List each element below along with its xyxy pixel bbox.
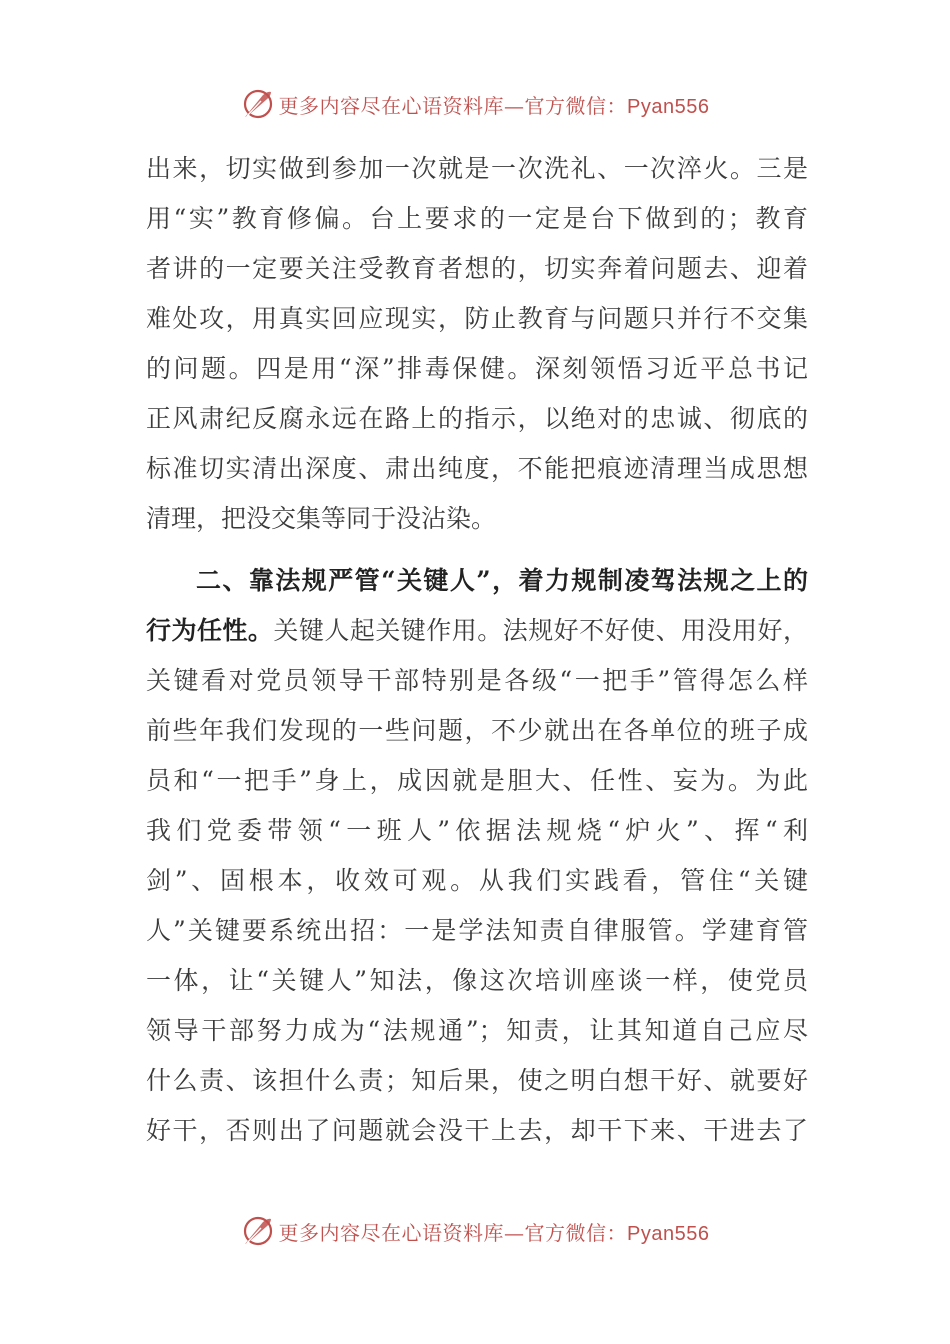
footer-banner <box>0 1211 950 1251</box>
text-line: 好干，否则出了问题就会没干上去，却干下来、干进去了 <box>146 1116 808 1145</box>
banner-text: 更多内容尽在心语资料库—官方微信：Pyan556 <box>278 93 710 118</box>
text-line: 剑”、固根本，收效可观。从我们实践看，管住“关键 <box>146 866 808 895</box>
wechat-id: Pyan556 <box>627 1222 710 1245</box>
text-line: 关键看对党员领导干部特别是各级“一把手”管得怎么样 <box>146 666 808 695</box>
text-line: 人”关键要系统出招：一是学法知责自律服管。学建育管 <box>146 916 808 945</box>
text-span: 关键人起关键作用。法规好不好使、用没用好， <box>273 616 808 645</box>
text-line: 标准切实清出深度、肃出纯度，不能把痕迹清理当成思想 <box>146 454 808 483</box>
text-line <box>146 606 808 656</box>
text-line: 前些年我们发现的一些问题，不少就出在各单位的班子成 <box>146 716 808 745</box>
text-line: 正风肃纪反腐永远在路上的指示，以绝对的忠诚、彻底的 <box>146 404 808 433</box>
text-line: 出来，切实做到参加一次就是一次洗礼、一次淬火。三是 <box>146 154 808 183</box>
text-line: 者讲的一定要关注受教育者想的，切实奔着问题去、迎着 <box>146 254 808 283</box>
text-line: 什么责、该担什么责；知后果，使之明白想干好、就要好 <box>146 1066 808 1095</box>
quill-pen-logo-icon <box>241 87 275 121</box>
paragraph-1 <box>146 144 808 544</box>
text-line: 难处攻，用真实回应现实，防止教育与问题只并行不交集 <box>146 304 808 333</box>
section-heading-end: 行为任性。 <box>146 616 274 645</box>
quill-pen-logo-icon <box>241 1214 275 1248</box>
banner-text: 更多内容尽在心语资料库—官方微信：Pyan556 <box>278 1220 710 1245</box>
text-line: 用“实”教育修偏。台上要求的一定是台下做到的；教育 <box>146 204 808 233</box>
text-line: 我们党委带领“一班人”依据法规烧“炉火”、挥“利 <box>146 816 808 845</box>
text-line: 一体，让“关键人”知法，像这次培训座谈一样，使党员 <box>146 966 808 995</box>
section-heading: 二、靠法规严管“关键人”，着力规制凌驾法规之上的 <box>196 566 808 595</box>
text-line: 的问题。四是用“深”排毒保健。深刻领悟习近平总书记 <box>146 354 808 383</box>
text-line: 员和“一把手”身上，成因就是胆大、任性、妄为。为此 <box>146 766 808 795</box>
text-line: 领导干部努力成为“法规通”；知责，让其知道自己应尽 <box>146 1016 808 1045</box>
text-line: 清理，把没交集等同于没沾染。 <box>146 504 497 533</box>
document-body <box>146 144 808 1156</box>
paragraph-2 <box>146 556 808 1156</box>
wechat-id: Pyan556 <box>627 95 710 118</box>
header-banner <box>0 84 950 124</box>
